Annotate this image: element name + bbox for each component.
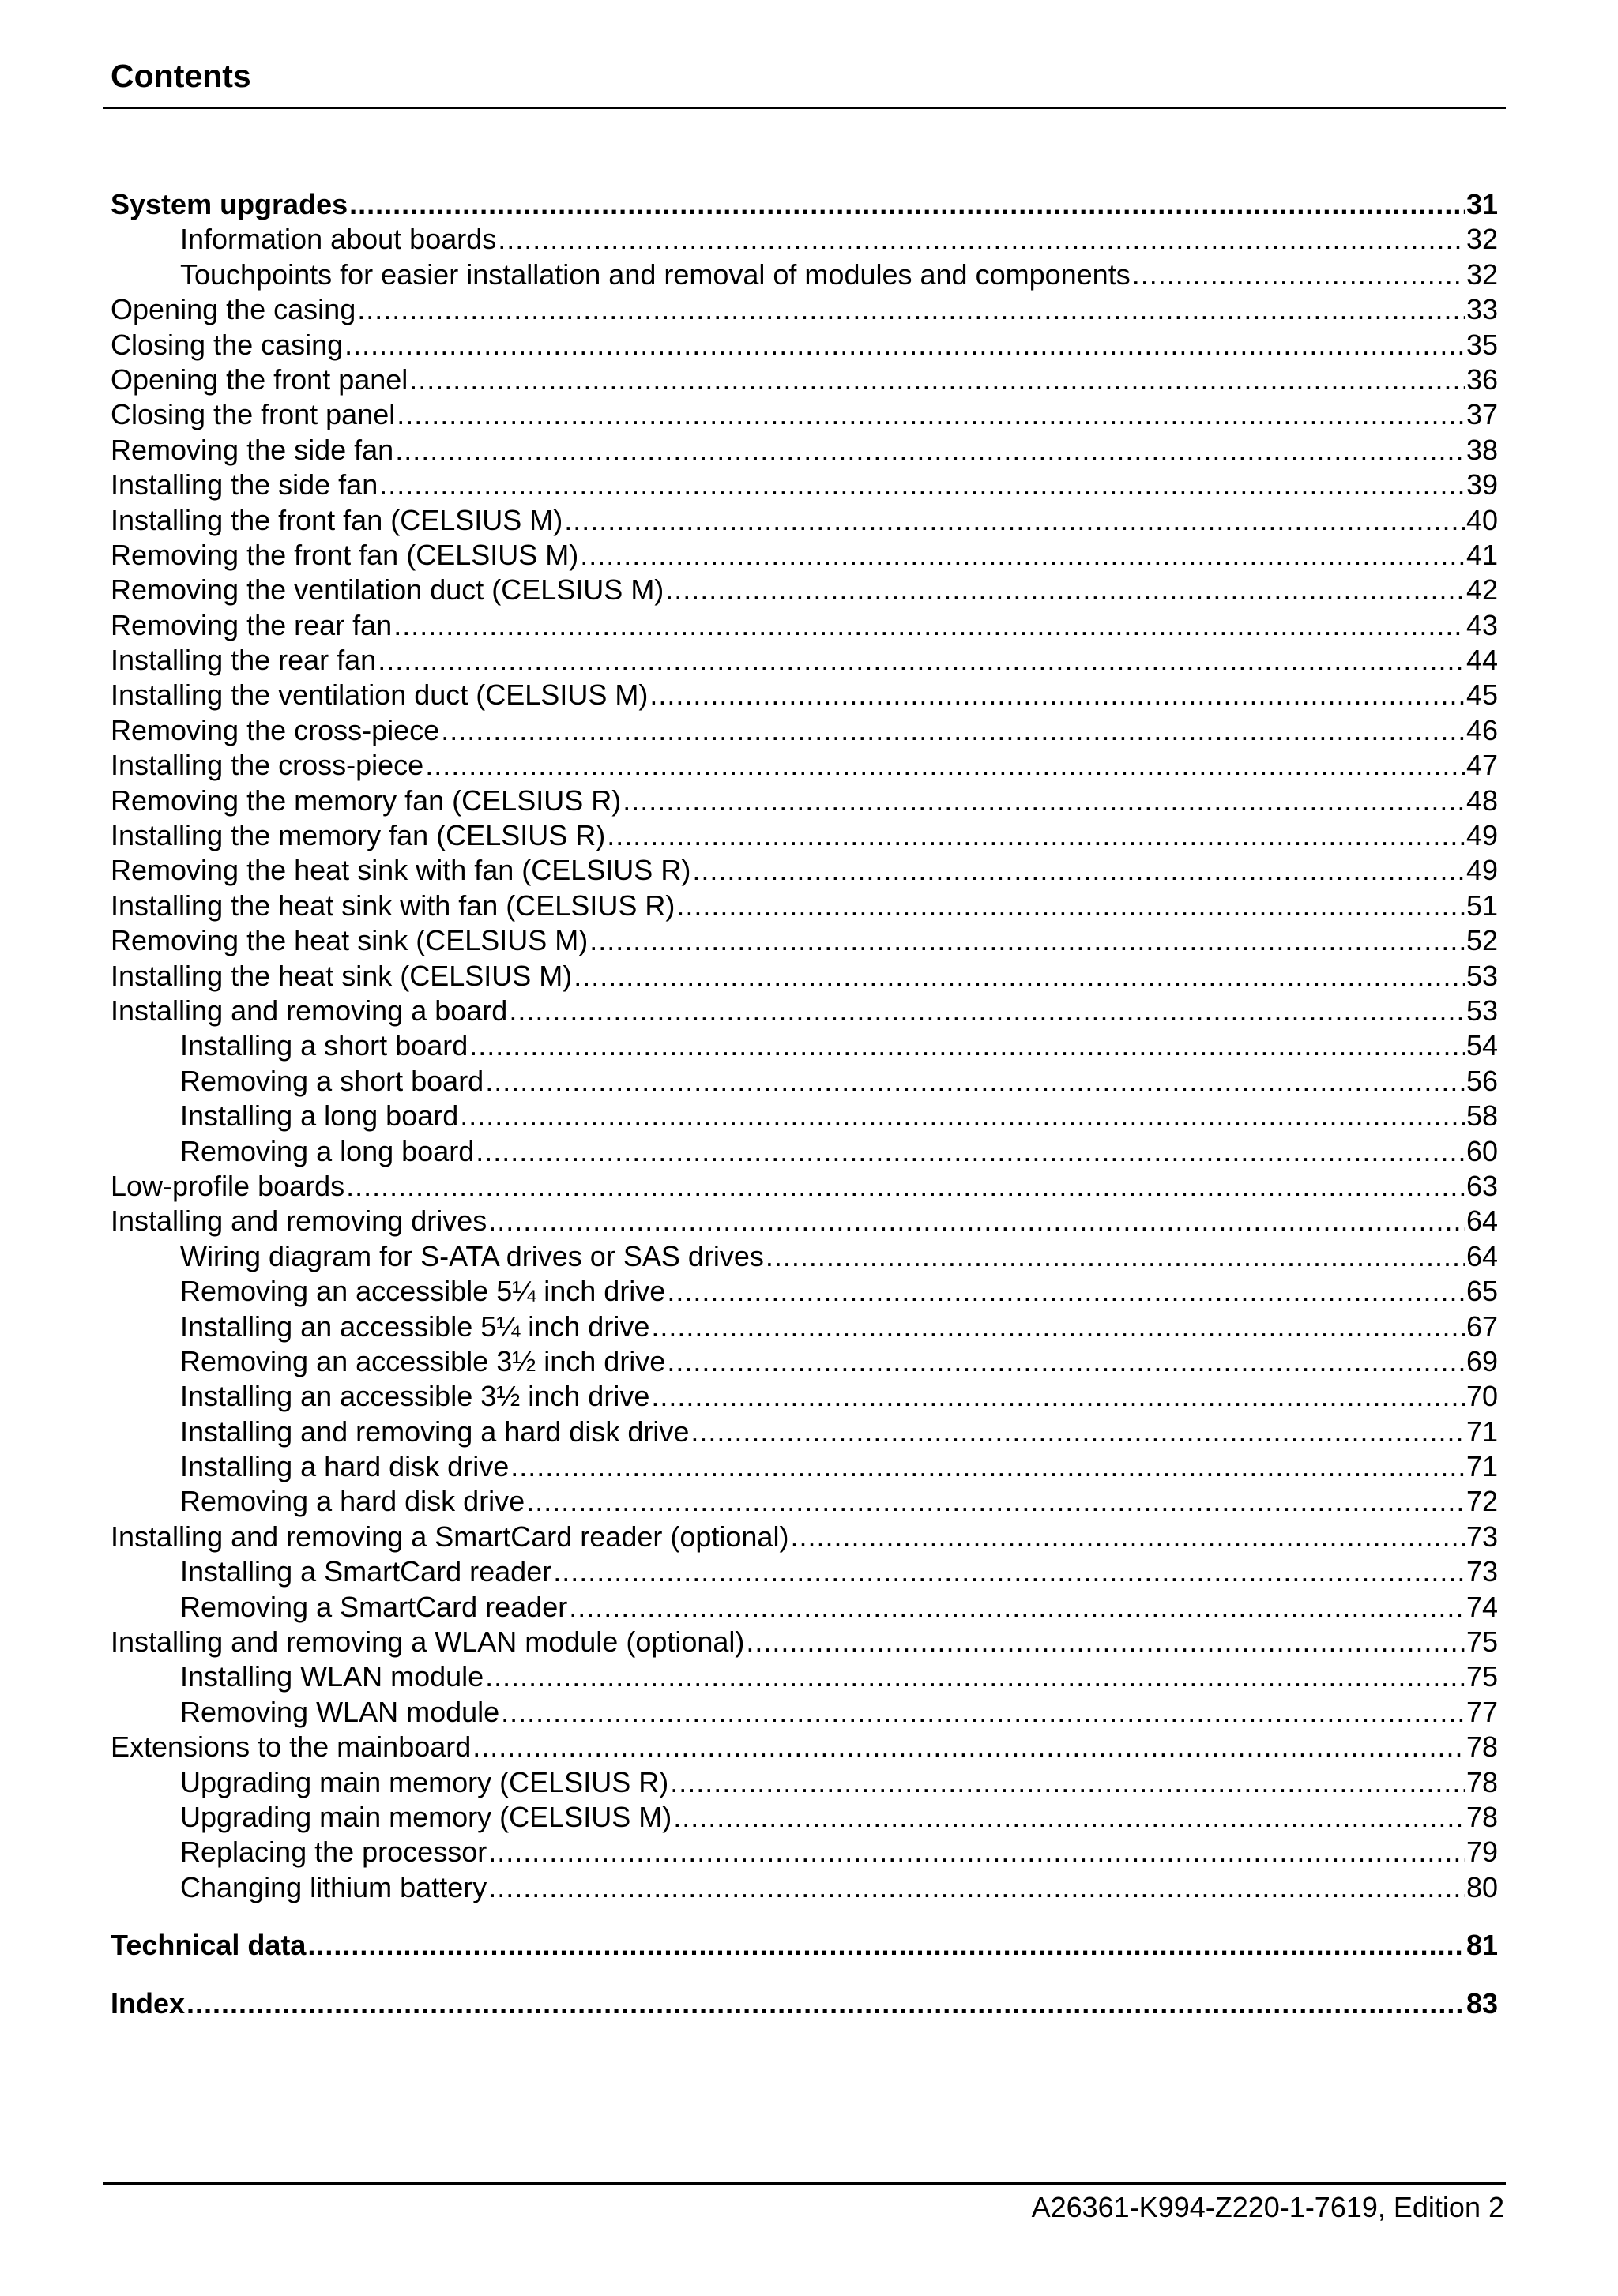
toc-entry[interactable] bbox=[111, 433, 1498, 468]
toc-entry-page-number: 54 bbox=[1466, 1029, 1498, 1062]
toc-entry[interactable] bbox=[111, 1928, 1498, 1963]
toc-entry[interactable] bbox=[111, 1986, 1498, 2021]
toc-entry-title: Low-profile boards bbox=[111, 1169, 345, 1202]
page-title: Contents bbox=[111, 58, 251, 94]
toc-entry-title: Installing a SmartCard reader bbox=[180, 1555, 552, 1588]
toc-entry[interactable] bbox=[111, 1415, 1498, 1449]
toc-dot-leader bbox=[344, 328, 1465, 363]
toc-entry-page-number: 65 bbox=[1466, 1275, 1498, 1308]
toc-entry-page-number: 69 bbox=[1466, 1344, 1498, 1377]
toc-entry-page-number: 31 bbox=[1466, 188, 1498, 220]
toc-entry-title: Opening the casing bbox=[111, 293, 356, 326]
toc-entry-title: Installing the memory fan (CELSIUS R) bbox=[111, 819, 606, 852]
toc-entry-title: Removing an accessible 5¼ inch drive bbox=[180, 1275, 666, 1308]
toc-dot-leader bbox=[395, 433, 1465, 468]
toc-entry-title: Replacing the processor bbox=[180, 1836, 487, 1869]
toc-entry-page-number: 73 bbox=[1466, 1555, 1498, 1588]
toc-entry-title: Removing the memory fan (CELSIUS R) bbox=[111, 783, 622, 817]
toc-dot-leader bbox=[349, 187, 1465, 222]
toc-entry[interactable] bbox=[111, 503, 1498, 538]
toc-entry-title: Installing an accessible 3½ inch drive bbox=[180, 1380, 650, 1413]
toc-dot-leader bbox=[665, 573, 1465, 607]
toc-entry-page-number: 56 bbox=[1466, 1064, 1498, 1097]
toc-dot-leader bbox=[746, 1625, 1465, 1659]
toc-entry-page-number: 49 bbox=[1466, 819, 1498, 852]
toc-entry[interactable] bbox=[111, 643, 1498, 678]
toc-entry[interactable] bbox=[111, 1204, 1498, 1238]
toc-entry-title: Installing and removing a hard disk drive bbox=[180, 1415, 690, 1448]
toc-entry-title: Wiring diagram for S-ATA drives or SAS drives bbox=[180, 1239, 764, 1272]
toc-dot-leader bbox=[476, 1134, 1465, 1169]
toc-entry-page-number: 74 bbox=[1466, 1590, 1498, 1623]
toc-dot-leader bbox=[485, 1659, 1465, 1694]
toc-entry-page-number: 81 bbox=[1466, 1929, 1498, 1962]
toc-entry-title: Opening the front panel bbox=[111, 363, 408, 396]
toc-entry-title: Removing a long board bbox=[180, 1134, 475, 1167]
toc-entry[interactable] bbox=[111, 468, 1498, 502]
toc-entry-page-number: 44 bbox=[1466, 644, 1498, 677]
toc-dot-leader bbox=[460, 1099, 1465, 1133]
toc-entry-page-number: 73 bbox=[1466, 1520, 1498, 1553]
toc-dot-leader bbox=[509, 994, 1465, 1028]
toc-entry-page-number: 46 bbox=[1466, 713, 1498, 746]
toc-entry-page-number: 51 bbox=[1466, 889, 1498, 922]
toc-dot-leader bbox=[673, 1800, 1465, 1835]
toc-entry-title: Information about boards bbox=[180, 223, 497, 256]
toc-entry-title: Installing the side fan bbox=[111, 468, 378, 502]
toc-entry-page-number: 75 bbox=[1466, 1625, 1498, 1659]
toc-entry-title: Installing the heat sink (CELSIUS M) bbox=[111, 959, 573, 992]
toc-dot-leader bbox=[607, 818, 1465, 853]
toc-entry[interactable] bbox=[111, 1064, 1498, 1099]
footer-rule bbox=[103, 2182, 1506, 2185]
toc-entry[interactable] bbox=[111, 292, 1498, 327]
toc-entry[interactable] bbox=[111, 1730, 1498, 1764]
toc-dot-leader bbox=[307, 1928, 1465, 1963]
toc-dot-leader bbox=[651, 1310, 1465, 1344]
toc-entry-title: Installing a short board bbox=[180, 1029, 468, 1062]
toc-entry[interactable] bbox=[111, 1835, 1498, 1869]
toc-entry[interactable] bbox=[111, 1659, 1498, 1694]
toc-entry-title: Upgrading main memory (CELSIUS M) bbox=[180, 1800, 672, 1833]
toc-entry[interactable] bbox=[111, 1554, 1498, 1589]
toc-entry-page-number: 32 bbox=[1466, 257, 1498, 291]
toc-entry-title: Removing the front fan (CELSIUS M) bbox=[111, 538, 579, 571]
toc-dot-leader bbox=[589, 923, 1465, 958]
toc-entry-title: Extensions to the mainboard bbox=[111, 1730, 472, 1764]
toc-dot-leader bbox=[766, 1239, 1465, 1274]
toc-entry-title: Installing the rear fan bbox=[111, 644, 377, 677]
toc-entry-title: Installing the cross-piece bbox=[111, 749, 424, 782]
toc-dot-leader bbox=[692, 853, 1465, 888]
toc-entry[interactable] bbox=[111, 222, 1498, 257]
toc-dot-leader bbox=[488, 1870, 1465, 1905]
toc-dot-leader bbox=[623, 783, 1465, 818]
toc-dot-leader bbox=[409, 363, 1465, 397]
toc-dot-leader bbox=[580, 538, 1465, 573]
toc-entry-title: Installing an accessible 5¼ inch drive bbox=[180, 1310, 650, 1343]
toc-entry-title: Removing the heat sink (CELSIUS M) bbox=[111, 924, 589, 957]
toc-dot-leader bbox=[397, 397, 1465, 432]
toc-entry[interactable] bbox=[111, 573, 1498, 607]
toc-entry[interactable] bbox=[111, 748, 1498, 783]
toc-dot-leader bbox=[498, 222, 1465, 257]
toc-entry-page-number: 83 bbox=[1466, 1986, 1498, 2020]
toc-entry[interactable] bbox=[111, 1028, 1498, 1063]
toc-entry-title: Installing and removing a board bbox=[111, 994, 508, 1027]
toc-dot-leader bbox=[357, 292, 1465, 327]
toc-dot-leader bbox=[441, 713, 1465, 748]
toc-entry-page-number: 41 bbox=[1466, 538, 1498, 571]
toc-dot-leader bbox=[472, 1730, 1465, 1764]
toc-entry-title: Removing a hard disk drive bbox=[180, 1485, 525, 1518]
toc-dot-leader bbox=[488, 1204, 1465, 1238]
toc-dot-leader bbox=[649, 678, 1465, 712]
toc-entry[interactable] bbox=[111, 363, 1498, 397]
toc-entry-title: Installing the ventilation duct (CELSIUS M) bbox=[111, 678, 649, 712]
toc-entry-page-number: 40 bbox=[1466, 503, 1498, 536]
toc-entry-title: Removing WLAN module bbox=[180, 1695, 500, 1728]
toc-entry-page-number: 78 bbox=[1466, 1800, 1498, 1833]
toc-dot-leader bbox=[574, 959, 1465, 994]
toc-entry-page-number: 48 bbox=[1466, 783, 1498, 817]
toc-entry[interactable] bbox=[111, 1800, 1498, 1835]
toc-dot-leader bbox=[469, 1028, 1465, 1063]
toc-dot-leader bbox=[667, 1344, 1465, 1379]
toc-entry[interactable] bbox=[111, 1099, 1498, 1133]
toc-entry[interactable] bbox=[111, 1625, 1498, 1659]
toc-entry-page-number: 71 bbox=[1466, 1450, 1498, 1483]
toc-entry[interactable] bbox=[111, 994, 1498, 1028]
toc-entry[interactable] bbox=[111, 1379, 1498, 1414]
toc-entry-page-number: 53 bbox=[1466, 959, 1498, 992]
toc-entry[interactable] bbox=[111, 397, 1498, 432]
toc-entry-title: Removing the ventilation duct (CELSIUS M) bbox=[111, 573, 664, 607]
toc-entry[interactable] bbox=[111, 959, 1498, 994]
toc-dot-leader bbox=[1132, 257, 1465, 292]
toc-entry[interactable] bbox=[111, 1870, 1498, 1905]
toc-entry-page-number: 38 bbox=[1466, 433, 1498, 466]
toc-entry-title: Closing the casing bbox=[111, 328, 344, 361]
toc-entry-page-number: 35 bbox=[1466, 328, 1498, 361]
toc-entry-title: Changing lithium battery bbox=[180, 1870, 487, 1903]
toc-entry-page-number: 36 bbox=[1466, 363, 1498, 396]
toc-entry[interactable] bbox=[111, 1274, 1498, 1309]
toc-dot-leader bbox=[485, 1064, 1465, 1099]
toc-entry-page-number: 33 bbox=[1466, 293, 1498, 326]
toc-dot-leader bbox=[651, 1379, 1465, 1414]
toc-entry-title: System upgrades bbox=[111, 188, 348, 220]
toc-dot-leader bbox=[676, 889, 1465, 923]
toc-entry-page-number: 64 bbox=[1466, 1239, 1498, 1272]
header-rule bbox=[103, 107, 1506, 109]
toc-entry[interactable] bbox=[111, 1169, 1498, 1204]
toc-entry[interactable] bbox=[111, 818, 1498, 853]
toc-entry[interactable] bbox=[111, 1310, 1498, 1344]
toc-entry[interactable] bbox=[111, 1239, 1498, 1274]
toc-dot-leader bbox=[690, 1415, 1465, 1449]
toc-entry-page-number: 67 bbox=[1466, 1310, 1498, 1343]
toc-entry[interactable] bbox=[111, 328, 1498, 363]
toc-entry[interactable] bbox=[111, 678, 1498, 712]
toc-entry[interactable] bbox=[111, 538, 1498, 573]
footer-document-id: A26361-K994-Z220-1-7619, Edition 2 bbox=[1031, 2191, 1504, 2223]
toc-dot-leader bbox=[569, 1590, 1465, 1625]
toc-entry-page-number: 45 bbox=[1466, 678, 1498, 712]
toc-entry[interactable] bbox=[111, 187, 1498, 222]
toc-dot-leader bbox=[501, 1695, 1465, 1730]
toc-entry-page-number: 37 bbox=[1466, 398, 1498, 431]
toc-dot-leader bbox=[346, 1169, 1465, 1204]
toc-dot-leader bbox=[488, 1835, 1465, 1869]
toc-entry-title: Installing and removing a WLAN module (optional) bbox=[111, 1625, 745, 1659]
toc-entry[interactable] bbox=[111, 1344, 1498, 1379]
toc-entry-page-number: 77 bbox=[1466, 1695, 1498, 1728]
toc-entry-page-number: 39 bbox=[1466, 468, 1498, 502]
toc-entry-page-number: 72 bbox=[1466, 1485, 1498, 1518]
toc-entry-page-number: 80 bbox=[1466, 1870, 1498, 1903]
toc-entry-page-number: 49 bbox=[1466, 854, 1498, 887]
toc-entry-page-number: 58 bbox=[1466, 1099, 1498, 1133]
toc-entry-title: Installing the front fan (CELSIUS M) bbox=[111, 503, 563, 536]
toc-entry-page-number: 52 bbox=[1466, 924, 1498, 957]
toc-dot-leader bbox=[790, 1520, 1465, 1554]
toc-entry[interactable] bbox=[111, 923, 1498, 958]
toc-entry-page-number: 42 bbox=[1466, 573, 1498, 607]
toc-entry-page-number: 70 bbox=[1466, 1380, 1498, 1413]
toc-dot-leader bbox=[186, 1986, 1465, 2021]
toc-entry-title: Installing a long board bbox=[180, 1099, 459, 1133]
toc-dot-leader bbox=[393, 608, 1465, 643]
toc-entry[interactable] bbox=[111, 713, 1498, 748]
toc-entry[interactable] bbox=[111, 1520, 1498, 1554]
toc-dot-leader bbox=[553, 1554, 1465, 1589]
toc-entry-page-number: 43 bbox=[1466, 608, 1498, 641]
toc-entry-title: Removing the cross-piece bbox=[111, 713, 440, 746]
toc-entry[interactable] bbox=[111, 853, 1498, 888]
toc-entry-page-number: 79 bbox=[1466, 1836, 1498, 1869]
toc-entry[interactable] bbox=[111, 1484, 1498, 1519]
toc-entry-title: Removing the rear fan bbox=[111, 608, 393, 641]
toc-entry[interactable] bbox=[111, 783, 1498, 818]
toc-dot-leader bbox=[670, 1765, 1465, 1800]
toc-entry-title: Touchpoints for easier installation and removal of modules and components bbox=[180, 257, 1131, 291]
toc-entry-page-number: 78 bbox=[1466, 1765, 1498, 1798]
toc-entry-title: Removing a SmartCard reader bbox=[180, 1590, 568, 1623]
toc-dot-leader bbox=[425, 748, 1465, 783]
toc-entry-title: Installing and removing a SmartCard reader (optional) bbox=[111, 1520, 789, 1553]
toc-entry-title: Removing an accessible 3½ inch drive bbox=[180, 1344, 666, 1377]
toc-entry-title: Upgrading main memory (CELSIUS R) bbox=[180, 1765, 669, 1798]
toc-entry-page-number: 64 bbox=[1466, 1204, 1498, 1238]
toc-entry-title: Closing the front panel bbox=[111, 398, 396, 431]
toc-entry-title: Installing WLAN module bbox=[180, 1660, 484, 1693]
table-of-contents bbox=[111, 187, 1498, 2021]
toc-dot-leader bbox=[667, 1274, 1465, 1309]
toc-entry-page-number: 53 bbox=[1466, 994, 1498, 1027]
toc-entry[interactable] bbox=[111, 1449, 1498, 1484]
toc-entry-page-number: 47 bbox=[1466, 749, 1498, 782]
toc-entry[interactable] bbox=[111, 257, 1498, 292]
toc-entry[interactable] bbox=[111, 608, 1498, 643]
toc-entry-title: Technical data bbox=[111, 1929, 307, 1962]
toc-entry[interactable] bbox=[111, 1134, 1498, 1169]
toc-entry-page-number: 32 bbox=[1466, 223, 1498, 256]
toc-entry[interactable] bbox=[111, 1590, 1498, 1625]
toc-entry-title: Removing a short board bbox=[180, 1064, 484, 1097]
toc-entry-page-number: 60 bbox=[1466, 1134, 1498, 1167]
toc-dot-leader bbox=[564, 503, 1465, 538]
toc-entry-title: Installing the heat sink with fan (CELSIUS R) bbox=[111, 889, 675, 922]
toc-entry-page-number: 71 bbox=[1466, 1415, 1498, 1448]
toc-dot-leader bbox=[526, 1484, 1465, 1519]
toc-entry-page-number: 75 bbox=[1466, 1660, 1498, 1693]
toc-entry-page-number: 78 bbox=[1466, 1730, 1498, 1764]
toc-entry[interactable] bbox=[111, 1695, 1498, 1730]
toc-entry[interactable] bbox=[111, 1765, 1498, 1800]
toc-entry-title: Index bbox=[111, 1986, 186, 2020]
toc-dot-leader bbox=[378, 643, 1465, 678]
toc-entry-title: Installing a hard disk drive bbox=[180, 1450, 510, 1483]
toc-entry-title: Removing the heat sink with fan (CELSIUS R) bbox=[111, 854, 691, 887]
toc-dot-leader bbox=[379, 468, 1465, 502]
toc-entry-page-number: 63 bbox=[1466, 1169, 1498, 1202]
toc-dot-leader bbox=[510, 1449, 1465, 1484]
toc-entry-title: Installing and removing drives bbox=[111, 1204, 487, 1238]
toc-entry[interactable] bbox=[111, 889, 1498, 923]
toc-entry-title: Removing the side fan bbox=[111, 433, 394, 466]
